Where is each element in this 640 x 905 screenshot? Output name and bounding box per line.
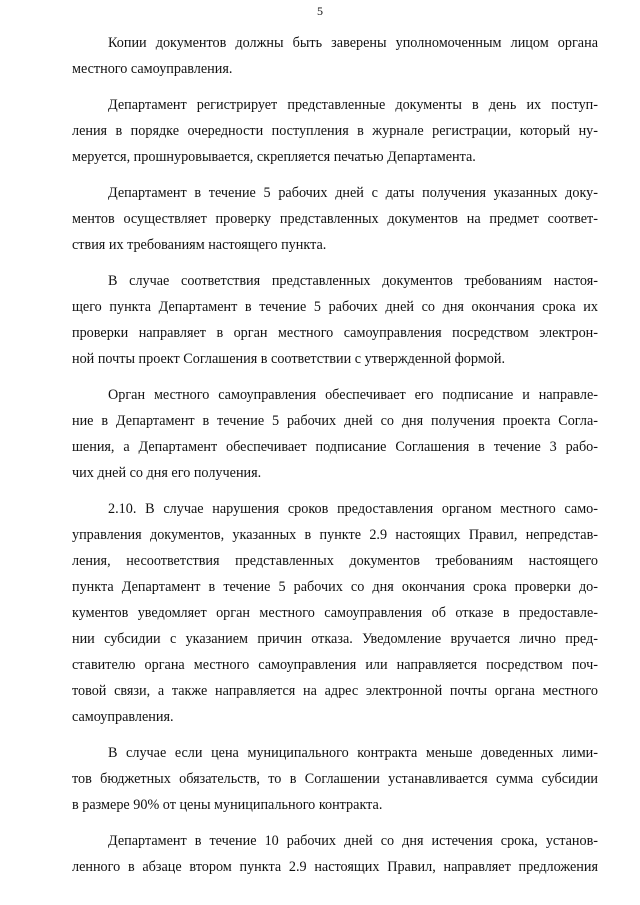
text-line: Департамент в течение 10 рабочих дней со дня истечения срока, установ-	[108, 833, 598, 849]
paragraph-registration	[72, 92, 598, 170]
text-line: ние в Департамент в течение 5 рабочих дней со дня получения проекта Согла-	[72, 413, 598, 429]
text-line: проверки направляет в орган местного самоуправления посредством электрон-	[72, 325, 598, 341]
text-line: В случае если цена муниципального контракта меньше доведенных лими-	[108, 745, 598, 761]
paragraph-2-10	[72, 496, 598, 730]
document-body	[72, 30, 598, 880]
text-line: тов бюджетных обязательств, то в Соглашении устанавливается сумма субсидии	[72, 771, 598, 787]
text-line: Копии документов должны быть заверены уполномоченным лицом органа	[108, 35, 598, 51]
paragraph-copies	[72, 30, 598, 82]
text-line: ментов осуществляет проверку представленных документов на предмет соответ-	[72, 211, 598, 227]
text-line: ставителю органа местного самоуправления или направляется посредством поч-	[72, 657, 598, 673]
text-line: 2.10. В случае нарушения сроков предоставления органом местного само-	[108, 501, 598, 517]
text-line: нии субсидии с указанием причин отказа. Уведомление вручается лично пред-	[72, 631, 598, 647]
page-number: 5	[317, 4, 323, 18]
text-line: шения, а Департамент обеспечивает подписание Соглашения в течение 3 рабо-	[72, 439, 598, 455]
text-line: в размере 90% от цены муниципального контракта.	[72, 797, 383, 813]
text-line: Департамент в течение 5 рабочих дней с даты получения указанных доку-	[108, 185, 598, 201]
text-line: ствия их требованиям настоящего пункта.	[72, 237, 327, 253]
text-line: товой связи, а также направляется на адрес электронной почты органа местного	[72, 683, 598, 699]
paragraph-proposals	[72, 828, 598, 880]
text-line: пункта Департамент в течение 5 рабочих со дня окончания срока проверки до-	[72, 579, 598, 595]
text-line: чих дней со дня его получения.	[72, 465, 262, 481]
text-line: ленного в абзаце втором пункта 2.9 настоящих Правил, направляет предложения	[72, 859, 598, 875]
paragraph-compliance	[72, 268, 598, 372]
text-line: самоуправления.	[72, 709, 174, 725]
paragraph-verification	[72, 180, 598, 258]
paragraph-subsidy-amount	[72, 740, 598, 818]
text-line: Департамент регистрирует представленные документы в день их поступ-	[108, 97, 598, 113]
text-line: В случае соответствия представленных документов требованиям настоя-	[108, 273, 598, 289]
text-line: меруется, прошнуровывается, скрепляется печатью Департамента.	[72, 149, 476, 165]
text-line: ной почты проект Соглашения в соответствии с утвержденной формой.	[72, 351, 505, 367]
text-line: Орган местного самоуправления обеспечивает его подписание и направле-	[108, 387, 598, 403]
text-line: ления, несоответствия представленных документов требованиям настоящего	[72, 553, 598, 569]
text-line: щего пункта Департамент в течение 5 рабочих дней со дня окончания срока их	[72, 299, 598, 315]
text-line: местного самоуправления.	[72, 61, 233, 77]
paragraph-signing	[72, 382, 598, 486]
text-line: управления документов, указанных в пункте 2.9 настоящих Правил, непредстав-	[72, 527, 598, 543]
text-line: ления в порядке очередности поступления в журнале регистрации, который ну-	[72, 123, 598, 139]
text-line: кументов уведомляет орган местного самоуправления об отказе в предоставле-	[72, 605, 598, 621]
